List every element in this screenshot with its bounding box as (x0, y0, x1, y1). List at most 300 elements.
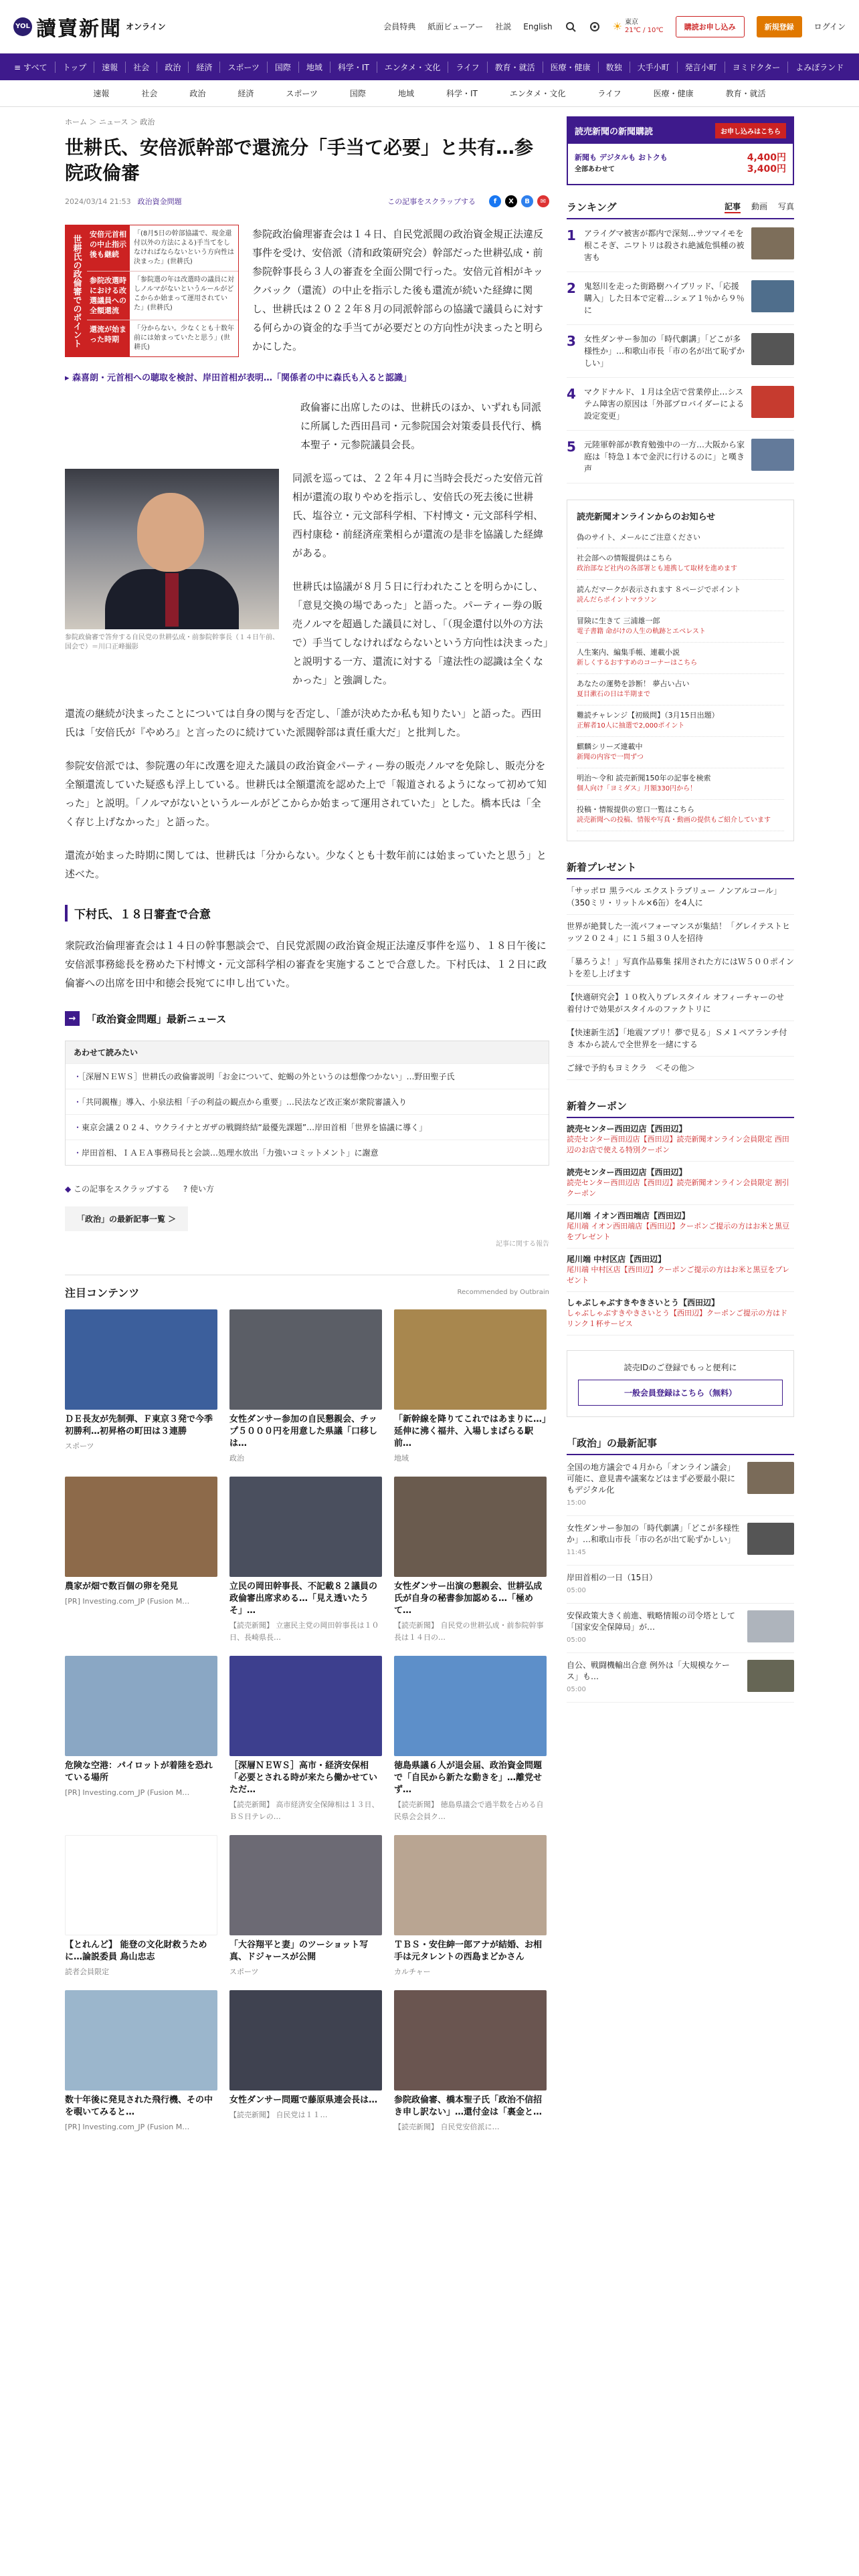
latest-item[interactable] (567, 1516, 794, 1566)
info-item-title: 社会部への情報提供はこちら (577, 554, 672, 562)
photo-image (65, 469, 279, 629)
price-1: 4,400円 (747, 152, 786, 163)
coupon-item[interactable] (567, 1118, 794, 1162)
attention-header (65, 1275, 549, 1300)
facebook-icon[interactable]: f (489, 195, 501, 207)
card-thumbnail (65, 1656, 217, 1756)
content-card[interactable] (394, 1656, 547, 1823)
primary-nav-item[interactable]: エンタメ・文化 (377, 62, 449, 73)
subscribe-box-header (568, 118, 793, 144)
card-source: 【読売新聞】 自民党は１１… (229, 2111, 328, 2119)
point-heading: 還流が始まった時期 (87, 320, 130, 356)
scrap-tool-label: この記事をスクラップする (74, 1184, 170, 1194)
present-item[interactable]: 【快適研究会】１０枚入りプレスタイル オフィーチャーのせ 着付けで効果がスタイルのファクトリに (567, 986, 794, 1021)
register-button[interactable]: 新規登録 (757, 16, 802, 37)
primary-nav-item[interactable]: 国際 (268, 62, 299, 73)
article-photo[interactable] (65, 469, 279, 689)
ranking-item[interactable] (567, 219, 794, 272)
coupon-text: 読売センター西田辺店【西田辺】読売新聞オンライン会員限定 西田辺のお店で使える特別クーポン (567, 1135, 789, 1154)
info-item-title: 読んだマークが表示されます ８ページでポイント (577, 585, 741, 594)
card-thumbnail (65, 1477, 217, 1577)
info-item[interactable] (577, 528, 784, 548)
present-title: 新着プレゼント (567, 860, 794, 879)
info-title: 読売新聞オンラインからのお知らせ (577, 512, 716, 522)
primary-nav-item[interactable]: 政治 (157, 62, 189, 73)
info-item-sub: 読んだらポイントマラソン (577, 597, 657, 604)
present-item[interactable]: ご縁で予約もヨミクラ ＜その他＞ (567, 1057, 794, 1080)
secondary-nav-item[interactable]: スポーツ (286, 89, 318, 98)
info-item[interactable] (577, 737, 784, 768)
figure-text (292, 469, 549, 689)
card-thumbnail (229, 1477, 382, 1577)
content-card[interactable] (65, 1309, 217, 1465)
ranking-item[interactable] (567, 431, 794, 484)
also-read-item[interactable]: ・ ［深層ＮＥＷＳ］世耕氏の政倫審説明「お金について、蛇蝎の外というのは想像つかない」…野田聖子氏 (66, 1063, 549, 1089)
coupon-store: しゃぶしゃぶすきやきさいとう【西田辺】 (567, 1298, 720, 1307)
ranking-number: 3 (567, 333, 576, 349)
card-source: [PR] Investing.com_JP (Fusion M… (65, 2123, 190, 2131)
latest-thumbnail (747, 1462, 794, 1494)
card-source: [PR] Investing.com_JP (Fusion M… (65, 1597, 190, 1606)
primary-nav-item[interactable]: トップ (56, 62, 95, 73)
card-title: 徳島県議６人が退会届、政治資金問題で「自民から新たな動きを」…離党せず… (394, 1761, 543, 1795)
info-item[interactable] (577, 611, 784, 643)
ranking-title-text: 女性ダンサー参加の「時代劇講」「どこが多様性か」…和歌山市長「市の名が出て恥ずかしい」 (584, 334, 745, 368)
photo-head (137, 493, 204, 572)
info-item[interactable] (577, 800, 784, 831)
register-free-button[interactable]: 一般会員登録はこちら（無料） (578, 1380, 783, 1406)
latest-item[interactable] (567, 1604, 794, 1653)
mail-icon[interactable]: ✉ (537, 195, 549, 207)
figure-block (65, 469, 549, 689)
latest-time: 05:00 (567, 1587, 586, 1594)
header-link-english[interactable]: English (523, 21, 553, 31)
header-nav (383, 16, 846, 37)
latest-list (567, 1455, 794, 1703)
article-paragraph: 世耕氏は協議が８月５日に行われたことを明らかにし、「意見交換の場であった」と語った。パーティー券の販売ノルマを超過した議員に対し、「（現金還付以外の方法で）手当てしなければならないという方向性は決まった」と説明する一方、還流に対する「違法性の認識は全くなかった」と強調した。 (292, 580, 549, 686)
article-paragraph: 同派を巡っては、２２年４月に当時会長だった安倍元首相が還流の取りやめを指示し、安倍氏の死去後に世耕氏、塩谷立・元文部科学相、下村博文・元文部科学相、西村康稔・前経済産業相らが還流の是非を協議した経緯がある。 (292, 472, 544, 559)
ranking-number: 4 (567, 386, 576, 402)
card-source: 読者会員限定 (65, 1967, 109, 1976)
sun-icon: ☀ (612, 19, 622, 33)
also-read-box (65, 1041, 549, 1166)
card-thumbnail (394, 1309, 547, 1410)
card-thumbnail (65, 1309, 217, 1410)
card-title: 数十年後に発見された飛行機、その中を覗いてみると… (65, 2095, 213, 2117)
content-card[interactable] (394, 1835, 547, 1978)
coupon-item[interactable] (567, 1292, 794, 1335)
also-read-item[interactable]: ・ 東京会議２０２４、ウクライナとガザの戦闘終結“最優先課題”…岸田首相「世界を協議に導く」 (66, 1114, 549, 1140)
info-item-title: 明治〜令和 読売新聞150年の記事を検索 (577, 774, 711, 782)
card-thumbnail (394, 1656, 547, 1756)
tab-articles[interactable]: 記事 (725, 201, 741, 213)
coupon-item[interactable] (567, 1162, 794, 1205)
content-card[interactable] (65, 1835, 217, 1978)
article-category[interactable]: 政治資金問題 (137, 197, 182, 206)
primary-nav-item[interactable]: よみぽランド (795, 62, 844, 72)
site-logo[interactable]: 讀賣新聞 (36, 17, 122, 41)
content-card[interactable] (65, 1656, 217, 1823)
card-source: カルチャー (394, 1967, 431, 1976)
weather-city: 東京 (624, 18, 638, 26)
bookmark-icon: ◆ (65, 1184, 74, 1194)
secondary-nav-item[interactable]: 速報 (93, 89, 110, 98)
ranking-number: 2 (567, 280, 576, 296)
coupon-text: 尾川端 中村区店【西田辺】クーポンご提示の方はお米と黒豆をプレゼント (567, 1265, 790, 1285)
weather-temp: 21℃ / 10℃ (624, 26, 664, 34)
register-text: 読売IDのご登録でもっと便利に (624, 1363, 737, 1372)
subscribe-button[interactable]: 購読お申し込み (676, 16, 745, 37)
site-header (0, 0, 859, 53)
primary-nav-item[interactable]: ≡ すべて (7, 62, 56, 73)
content-card[interactable] (394, 1990, 547, 2133)
info-item-title: 冒険に生きて 三浦雄一郎 (577, 617, 660, 625)
secondary-nav (0, 80, 859, 107)
ranking-header (567, 200, 794, 219)
card-source: スポーツ (65, 1442, 94, 1451)
info-item[interactable] (577, 706, 784, 737)
primary-nav-item[interactable]: ヨミドクター (725, 62, 789, 73)
primary-nav-item[interactable]: 教育・就活 (488, 62, 543, 73)
photo-tie (165, 573, 179, 627)
primary-nav-item[interactable]: 科学・IT (330, 62, 377, 73)
coupon-text: 読売センター西田辺店【西田辺】読売新聞オンライン会員限定 割引クーポン (567, 1178, 789, 1198)
present-item[interactable]: 「サッポロ 黒ラベル エクストラブリュー ノンアルコール」（350ミリ・リットル×6缶）を4人に (567, 879, 794, 915)
card-thumbnail (229, 1309, 382, 1410)
primary-nav-item[interactable]: 社会 (126, 62, 157, 73)
scrap-tool[interactable] (65, 1183, 170, 1194)
latest-box (567, 1436, 794, 1703)
point-row (87, 225, 238, 272)
article-subheading: 下村氏、１８日審査で合意 (65, 905, 549, 922)
primary-nav-item[interactable]: 大手小町 (630, 62, 678, 73)
secondary-nav-item[interactable]: 政治 (189, 89, 206, 98)
info-item-sub: 個人向け「ヨミダス」月額330円から！ (577, 785, 697, 792)
card-source: 【読売新聞】 徳島県議会で過半数を占める自民県会会員ク… (394, 1800, 544, 1821)
article-title: 世耕氏、安倍派幹部で還流分「手当て必要」と共有…参院政倫審 (65, 136, 534, 184)
arrow-right-icon: → (65, 1011, 80, 1026)
info-item-sub: 正解者10人に抽選で2,000ポイント (577, 722, 685, 730)
card-title: 農家が畑で数百個の卵を発見 (65, 1582, 179, 1592)
latest-title-text: 安保政策大きく前進、戦略情報の司令塔として「国家安全保障局」が… (567, 1611, 736, 1632)
card-title: 危険な空港：パイロットが着陸を恐れている場所 (65, 1761, 213, 1783)
ranking-title-text: マクドナルド、１月は全店で営業停止…システム障害の原因は「外部プロバイダーによる設定変更」 (584, 387, 745, 421)
point-body: 「分からない。少なくとも十数年前には始まっていたと思う」(世耕氏) (134, 325, 234, 351)
info-item-title: 難読チャレンジ【初級問】（3月15日出題） (577, 711, 719, 720)
x-icon[interactable]: X (505, 195, 517, 207)
article-paragraph: 衆院政治倫理審査会は１４日の幹事懇談会で、自民党派閥の政治資金規正法違反事件を巡り、１８日午後に安倍派事務総長を務めた下村博文・元文部科学相の審査を実施することで合意した。下村氏は、１２日に政倫審への出席を田中和徳会長宛てに申し出ていた。 (65, 940, 547, 989)
primary-nav-item[interactable]: 数独 (599, 62, 630, 73)
info-item-sub: 夏目漱石の日は半期まで (577, 691, 650, 698)
info-box (567, 500, 794, 841)
latest-title-text: 女性ダンサー参加の「時代劇講」「どこが多様性か」…和歌山市長「市の名が出て恥ずかしい」 (567, 1523, 740, 1544)
card-title: ＴＢＳ・安住紳一郎アナが結婚、お相手は元タレントの西島まどかさん (394, 1940, 543, 1962)
card-title: 参院政倫審、橋本聖子氏「政治不信招き申し訳ない」…還付金は「裏金と… (394, 2095, 543, 2117)
latest-text (567, 1610, 741, 1646)
primary-nav-item[interactable]: 発言小町 (678, 62, 725, 73)
ranking-list (567, 219, 794, 484)
article-paragraph: 政倫審に出席したのは、世耕氏のほか、いずれも同派に所属した西田昌司・元参院国会対策委員長代行、橋本聖子・元参院議員会長。 (300, 401, 542, 451)
info-item-title: 偽のサイト、メールにご注意ください (577, 533, 701, 542)
ranking-title-text: アライグマ被害が都内で深刻…サツマイモを根こそぎ、ニワトリは殺され絶滅危惧種の被害も (584, 229, 745, 262)
info-list (577, 528, 784, 831)
card-thumbnail (65, 1990, 217, 2090)
ranking-title: ランキング (567, 201, 617, 213)
header-link-viewer[interactable]: 紙面ビューアー (427, 22, 484, 31)
latest-thumbnail (747, 1523, 794, 1555)
ranking-thumbnail (751, 227, 794, 259)
present-item[interactable]: 世界が絶賛した一流バフォーマンスが集結！「グレイテストヒッツ２０２４」に１５組３０人を招待 (567, 915, 794, 950)
coupon-store: 読売センター西田辺店【西田辺】 (567, 1124, 687, 1134)
article-paragraph: 還流の継続が決まったことについては自身の関与を否定し、「誰が決めたか私も知りたい」と語った。西田氏は「安倍氏が『やめろ』と言ったのに続けていた派閥幹部は責任重大だ」と批判した。 (65, 708, 542, 738)
card-title: 立民の岡田幹事長、不記載８２議員の政倫審出席求める…「見え透いたうそ」… (229, 1582, 378, 1616)
article-lead: 参院政治倫理審査会は１４日、自民党派閥の政治資金規正法違反事件を受け、安倍派（清和政策研究会）幹部だった世耕弘成・前参院幹事長ら３人の審査を全面公開で行った。安倍元首相がキックバック（還流）の中止を指示した後も還流が続いた経緯に関し、世耕氏は２０２２年８月の同派幹部らの協議で議員らに対する何らかの資金的な手当てが必要だとの方向性が決まったと明らかにした。 (252, 228, 544, 352)
primary-nav-item[interactable]: ライフ (448, 62, 487, 73)
card-title: 「新幹線を降りてこれではあまりに…」延伸に沸く福井、入場しまぱらる駅前… (394, 1414, 547, 1448)
coupon-text: 尾川端 イオン西田端店【西田辺】クーポンご提示の方はお米と黒豆をプレゼント (567, 1222, 790, 1241)
point-body: 「参院選の年は改選時の議員に対しノルマがないというルールがどこからか始まって運用されていた」(世耕氏) (134, 276, 234, 312)
latest-thumbnail (747, 1660, 794, 1692)
info-item-title: 麒麟シリーズ連載中 (577, 742, 643, 751)
header-link-benefits[interactable]: 会員特典 (383, 22, 416, 31)
coupon-text: しゃぶしゃぶすきやきさいとう【西田辺】クーポンご提示の方はドリンク１杯サービス (567, 1309, 787, 1328)
info-item-sub: 電子書籍 命がけの人生の軌跡とエベレスト (577, 628, 706, 635)
price-2: 3,400円 (747, 164, 786, 175)
login-link[interactable]: ログイン (814, 22, 846, 31)
content-card[interactable] (229, 1656, 382, 1823)
card-title: 「大谷翔平と妻」のツーショット写真、ドジャースが公開 (229, 1940, 369, 1962)
coupon-item[interactable] (567, 1205, 794, 1249)
subscribe-tagline: 新聞も デジタルも おトクも (575, 153, 668, 162)
info-item-sub: 新しくするおすすめのコーナーはこちら (577, 659, 698, 667)
card-thumbnail (229, 1656, 382, 1756)
bookmark-icon[interactable]: B (521, 195, 533, 207)
latest-text (567, 1572, 794, 1596)
info-item[interactable] (577, 768, 784, 800)
howto-tool[interactable] (183, 1183, 214, 1194)
card-title: ＤＥ長友が先制弾、Ｆ東京３発で今季初勝利…初昇格の町田は３連勝 (65, 1414, 213, 1436)
coupon-store: 尾川端 中村区店【西田辺】 (567, 1255, 666, 1264)
info-item-sub: 読売新聞への投稿、情報や写真・動画の提供もご紹介しています (577, 817, 771, 824)
secondary-nav-item[interactable]: 国際 (349, 89, 366, 98)
report-link[interactable]: 記事に関する報告 (496, 1241, 549, 1248)
point-heading: 参院改選時における改選議員への全額還流 (87, 272, 130, 320)
subscribe-box-body (568, 144, 793, 184)
card-thumbnail (229, 1835, 382, 1935)
ranking-item[interactable] (567, 325, 794, 378)
also-read-title: あわせて読みたい (66, 1041, 549, 1063)
card-title: 女性ダンサー問題で藤原県連会長は… (229, 2095, 378, 2105)
point-body: 「(8月5日の幹部協議で、現金還付以外の方法による)手当てをしなければならないという方向性は決まった」(世耕氏) (134, 230, 234, 265)
secondary-nav-item[interactable]: エンタメ・文化 (509, 89, 566, 98)
card-source: 【読売新聞】 立憲民主党の岡田幹事長は１０日、長崎県長… (229, 1621, 379, 1642)
ranking-title-text: 鬼怒川を走った街路樹ハイブリッド、「応援購入」した日本で定着…シェア１％から９％に (584, 282, 745, 315)
present-item[interactable]: 「暴ろうよ！」写真作品募集 採用された方にはＷ５００ポイントを差し上げます (567, 950, 794, 986)
content-card[interactable] (229, 1835, 382, 1978)
latest-text (567, 1523, 741, 1558)
secondary-nav-item[interactable]: 科学・IT (446, 89, 478, 98)
content-card[interactable] (65, 1477, 217, 1644)
content-card[interactable] (229, 1477, 382, 1644)
latest-time: 05:00 (567, 1636, 586, 1644)
latest-text (567, 1660, 741, 1695)
sidebar (567, 116, 794, 2133)
card-source: 【読売新聞】 高市経済安全保障相は１３日、ＢＳ日テレの… (229, 1800, 379, 1821)
info-item-title: 人生案内、編集手帳、連載小説 (577, 648, 680, 657)
weather-widget[interactable] (613, 19, 664, 35)
photo-caption: 参院政倫審で答弁する自民党の世耕弘成・前参院幹事長（１４日午前、国会で）＝川口正峰撮影 (65, 634, 279, 651)
content-card[interactable] (65, 1990, 217, 2133)
related-link[interactable]: ▸ 森喜朗・元首相への聴取を検討、岸田首相が表明…「関係者の中に森氏も入ると認識」 (65, 373, 412, 383)
tab-videos[interactable]: 動画 (751, 202, 767, 211)
question-icon: ? (183, 1184, 190, 1194)
content-card[interactable] (394, 1309, 547, 1465)
breadcrumb[interactable]: ホーム ＞ ニュース ＞ 政治 (65, 118, 155, 126)
point-heading: 安倍元首相の中止指示後も継続 (87, 225, 130, 271)
primary-nav-item[interactable]: 経済 (189, 62, 220, 73)
ranking-thumbnail (751, 439, 794, 471)
ranking-thumbnail (751, 333, 794, 365)
primary-nav-item[interactable]: スポーツ (220, 62, 268, 73)
info-item-sub: 政治部など社内の各部署とも連携して取材を進めます (577, 565, 737, 572)
attention-title: 注目コンテンツ (65, 1287, 140, 1299)
latest-time: 15:00 (567, 1499, 586, 1507)
latest-item[interactable] (567, 1653, 794, 1703)
also-read-item[interactable]: ・ 「共同親権」導入、小泉法相「子の利益の観点から重要」…民法など改正案が衆院審議入り (66, 1089, 549, 1114)
ranking-tabs (725, 201, 794, 213)
subscribe-price (747, 152, 786, 175)
latest-thumbnail (747, 1610, 794, 1642)
howto-tool-label: 使い方 (190, 1184, 215, 1194)
card-source: 政治 (229, 1454, 244, 1463)
header-link-editorial[interactable]: 社説 (495, 22, 512, 31)
tab-photos[interactable]: 写真 (777, 202, 794, 211)
secondary-nav-item[interactable]: 経済 (237, 89, 254, 98)
page-body (65, 107, 794, 2133)
points-rows (87, 225, 238, 356)
card-thumbnail (229, 1990, 382, 2090)
topic-news-label: 「政治資金問題」最新ニュース (86, 1012, 227, 1025)
point-row (87, 272, 238, 320)
gear-icon[interactable] (589, 21, 601, 33)
card-source: [PR] Investing.com_JP (Fusion M… (65, 1788, 190, 1797)
card-source: スポーツ (229, 1967, 259, 1976)
coupon-item[interactable] (567, 1249, 794, 1292)
info-item-title: あなたの運勢を診断！ 夢占い占い (577, 679, 690, 688)
secondary-nav-item[interactable]: ライフ (597, 89, 622, 98)
subscribe-sub: 全部あわせて (575, 166, 615, 173)
info-item[interactable] (577, 548, 784, 580)
content-card[interactable] (229, 1990, 382, 2133)
latest-title: 「政治」の最新記事 (567, 1436, 794, 1455)
ranking-number: 1 (567, 227, 576, 243)
primary-nav-item[interactable]: 地域 (299, 62, 330, 73)
article-tools (65, 1183, 549, 1194)
subscribe-box-button[interactable]: お申し込みはこちら (715, 123, 786, 138)
also-read-list (66, 1063, 549, 1165)
card-source: 【読売新聞】 自民党の世耕弘成・前参院幹事長は１４日の… (394, 1621, 544, 1642)
secondary-nav-item[interactable]: 医療・健康 (653, 89, 694, 98)
outbrain-label[interactable]: Recommended by Outbrain (457, 1289, 549, 1296)
ranking-thumbnail (751, 280, 794, 312)
ranking-item[interactable] (567, 272, 794, 325)
card-source: 【読売新聞】 自民党安倍派に… (394, 2123, 500, 2131)
ranking-number: 5 (567, 439, 576, 455)
article-paragraph: 参院安倍派では、参院選の年に改選を迎えた議員の政治資金パーティー券の販売ノルマを免除し、販売分を全額還流していた疑惑も浮上している。世耕氏は全額還流を認めた上で「報道されるようになって初めて知った」と説明。「ノルマがないというルールがどこからか始まって運用されていた」とした。橋本氏は「全く存じ上げなかった」と語った。 (65, 760, 547, 828)
latest-title-text: 岸田首相の一日（15日） (567, 1573, 658, 1582)
latest-item[interactable] (567, 1566, 794, 1604)
search-icon[interactable] (565, 21, 577, 33)
also-read-item[interactable]: ・ 岸田首相、ＩＡＥＡ事務局長と会談…処理水放出「力強いコミットメント」に謝意 (66, 1140, 549, 1165)
info-item-title: 投稿・情報提供の窓口一覧はこちら (577, 805, 694, 814)
card-thumbnail (394, 1477, 547, 1577)
primary-nav-item[interactable]: 速報 (94, 62, 126, 73)
info-item[interactable] (577, 580, 784, 611)
latest-title-text: 全国の地方議会で４月から「オンライン議会」可能に、意見書や議案などはまず必要最小限にもデジタル化 (567, 1463, 736, 1495)
site-logo-sub: オンライン (126, 22, 166, 31)
card-source: 地域 (394, 1454, 409, 1463)
main-column (65, 116, 549, 2133)
card-title: 【とれんど】 能登の文化財救うために…論説委員 鳥山忠志 (65, 1940, 207, 1962)
logo-badge[interactable]: YOL (13, 17, 32, 36)
ranking-thumbnail (751, 386, 794, 418)
secondary-nav-item[interactable]: 教育・就活 (725, 89, 766, 98)
info-item[interactable] (577, 643, 784, 674)
points-vertical-label: 世耕氏の政倫審でのポイント (66, 225, 87, 356)
more-articles-button[interactable]: 「政治」の最新記事一覧 ＞ (65, 1206, 188, 1231)
attention-grid (65, 1309, 549, 2133)
ranking-item[interactable] (567, 378, 794, 431)
card-title: 女性ダンサー出演の懇親会、世耕弘成氏が自身の秘書参加認める…「極めて… (394, 1582, 543, 1616)
point-row (87, 320, 238, 356)
topic-news-link[interactable] (65, 1011, 549, 1026)
coupon-store: 読売センター西田辺店【西田辺】 (567, 1168, 687, 1177)
article-paragraph: 還流が始まった時期に関しては、世耕氏は「分からない。少なくとも十数年前には始まっていたと思う」と述べた。 (65, 849, 547, 880)
card-thumbnail (394, 1990, 547, 2090)
present-item[interactable]: 【快速新生活】「地震アプリ！夢で見る」Ｓメ１ペアランチ付き 本から読んで全世界を一緒にする (567, 1021, 794, 1057)
info-item[interactable] (577, 674, 784, 706)
latest-time: 05:00 (567, 1686, 586, 1693)
card-title: 女性ダンサー参加の自民懇親会、チップ５０００円を用意した県議「口移しは… (229, 1414, 378, 1448)
primary-nav (0, 53, 859, 80)
content-card[interactable] (394, 1477, 547, 1644)
card-title: ［深層ＮＥＷＳ］高市・経済安保相「必要とされる時が来たら働かせていただ… (229, 1761, 378, 1795)
article-summary (65, 225, 549, 357)
subscribe-box-title: 読売新聞の新聞購読 (575, 127, 654, 137)
latest-time: 11:45 (567, 1549, 586, 1556)
card-thumbnail (65, 1835, 217, 1935)
ranking-title-text: 元陸軍幹部が教育勉強中の一方…大阪から家庭は「特急１本で金沢に行けるのに」と嘆き声 (584, 440, 745, 473)
present-list (567, 879, 794, 1080)
content-card[interactable] (229, 1309, 382, 1465)
latest-text (567, 1462, 741, 1509)
secondary-nav-item[interactable]: 地域 (397, 89, 414, 98)
latest-item[interactable] (567, 1455, 794, 1516)
coupon-title: 新着クーポン (567, 1099, 794, 1118)
register-box (567, 1350, 794, 1417)
info-item-sub: 新聞の内容で一問ずつ (577, 754, 644, 761)
subscribe-box[interactable] (567, 116, 794, 185)
coupon-list (567, 1118, 794, 1335)
card-thumbnail (394, 1835, 547, 1935)
article-date: 2024/03/14 21:53 (65, 197, 131, 206)
points-box (65, 225, 239, 357)
coupon-store: 尾川端 イオン西田端店【西田辺】 (567, 1211, 690, 1220)
primary-nav-item[interactable]: 医療・健康 (543, 62, 599, 73)
latest-title-text: 自公、戦闘機輸出合意 例外は「大規模なケース」も… (567, 1660, 730, 1681)
scrap-link[interactable]: この記事をスクラップする (387, 197, 476, 206)
secondary-nav-item[interactable]: 社会 (141, 89, 158, 98)
